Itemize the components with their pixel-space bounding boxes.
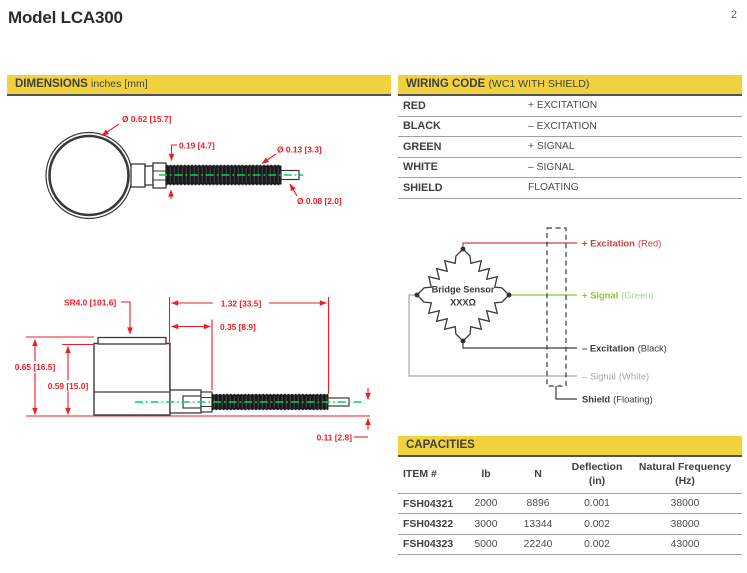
cell-deflection: 0.002 bbox=[584, 518, 610, 530]
dim-nut-size: 0.19 [4.7] bbox=[179, 140, 215, 151]
wire-color-label: GREEN bbox=[403, 140, 442, 153]
lead-label-excitation-neg: – Excitation (Black) bbox=[582, 342, 667, 354]
wire-color-label: BLACK bbox=[403, 120, 441, 133]
dim-cable-diameter: Ø 0.08 [2.0] bbox=[297, 196, 342, 206]
dim-thread-length: 1.32 [33.5] bbox=[220, 298, 262, 309]
dimension-drawings bbox=[0, 100, 400, 450]
cell-natural-frequency: 38000 bbox=[670, 518, 700, 530]
cell-lb: 5000 bbox=[474, 538, 498, 550]
shield-boundary bbox=[547, 228, 566, 386]
wire-function-label: FLOATING bbox=[528, 182, 579, 194]
column-header-lb: lb bbox=[481, 468, 491, 481]
page-title: Model LCA300 bbox=[8, 8, 123, 27]
load-button-cap bbox=[98, 338, 166, 345]
capacities-header-row bbox=[398, 457, 742, 494]
cell-n: 13344 bbox=[523, 518, 553, 530]
lead-label-signal-pos: + Signal (Green) bbox=[582, 289, 654, 301]
wiring-row bbox=[398, 96, 742, 117]
dim-outer-diameter: Ø 0.62 [15.7] bbox=[122, 114, 172, 124]
wiring-code-section-header bbox=[398, 75, 742, 96]
dimensions-heading: DIMENSIONS bbox=[15, 78, 88, 90]
wire-function-label: + SIGNAL bbox=[528, 141, 575, 153]
front-view-drawing bbox=[46, 114, 342, 219]
cell-deflection: 0.001 bbox=[584, 498, 610, 510]
dimensions-heading-note: inches [mm] bbox=[91, 78, 148, 90]
wire-color-label: WHITE bbox=[403, 161, 438, 174]
cell-item: FSH04321 bbox=[403, 497, 454, 510]
dim-cable-offset: 0.11 [2.8] bbox=[316, 432, 352, 443]
wire-function-label: – SIGNAL bbox=[528, 161, 575, 173]
lead-label-excitation-pos: + Excitation (Red) bbox=[582, 237, 662, 249]
boss bbox=[131, 164, 145, 187]
cell-n: 8896 bbox=[526, 498, 550, 510]
capacities-heading: CAPACITIES bbox=[406, 439, 475, 451]
wire-function-label: + EXCITATION bbox=[528, 100, 598, 111]
table-row bbox=[398, 494, 742, 514]
column-header-deflection: Deflection (in) bbox=[571, 461, 623, 487]
page-number: 2 bbox=[730, 9, 737, 21]
table-row bbox=[398, 514, 742, 534]
wiring-code-table bbox=[398, 96, 742, 199]
wire-color-label: RED bbox=[403, 99, 426, 112]
wiring-row bbox=[398, 178, 742, 199]
cell-item: FSH04323 bbox=[403, 538, 454, 551]
column-header-n: N bbox=[534, 468, 542, 481]
lead-label-shield: Shield (Floating) bbox=[582, 393, 653, 405]
wiring-row bbox=[398, 117, 742, 138]
cell-deflection: 0.002 bbox=[584, 538, 610, 550]
excitation-pos-wire bbox=[463, 243, 577, 249]
cell-lb: 3000 bbox=[474, 518, 498, 530]
shield-wire bbox=[556, 386, 577, 399]
wiring-heading: WIRING CODE bbox=[406, 78, 486, 90]
excitation-neg-wire bbox=[463, 341, 577, 348]
dim-spherical-radius: SR4.0 [101.6] bbox=[64, 297, 117, 308]
wire-function-label: – EXCITATION bbox=[528, 120, 597, 132]
wiring-heading-note: (WC1 WITH SHIELD) bbox=[488, 78, 590, 90]
wiring-row bbox=[398, 158, 742, 179]
wire-color-label: SHIELD bbox=[403, 181, 443, 194]
wiring-row bbox=[398, 137, 742, 158]
dim-thread-diameter: Ø 0.13 [3.3] bbox=[277, 144, 322, 155]
signal-neg-wire bbox=[409, 295, 577, 376]
lead-label-signal-neg: – Signal (White) bbox=[582, 370, 650, 382]
bridge-sensor-label: Bridge Sensor bbox=[431, 284, 495, 295]
table-row bbox=[398, 535, 742, 555]
cell-lb: 2000 bbox=[474, 498, 498, 510]
cell-natural-frequency: 43000 bbox=[670, 538, 700, 550]
dim-body-height: 0.59 [15.0] bbox=[47, 381, 89, 391]
cell-n: 22240 bbox=[523, 538, 553, 550]
cell-natural-frequency: 38000 bbox=[670, 498, 700, 510]
bridge-resistance-label: XXXΩ bbox=[450, 297, 476, 308]
column-header-natural-frequency: Natural Frequency (Hz) bbox=[638, 461, 732, 487]
body bbox=[94, 344, 170, 416]
side-view-drawing bbox=[12, 297, 370, 443]
dim-total-height: 0.65 [16.5] bbox=[14, 362, 56, 372]
dimensions-section-header bbox=[7, 75, 391, 96]
capacities-section-header bbox=[398, 436, 742, 457]
cell-item: FSH04322 bbox=[403, 518, 454, 531]
capacities-table bbox=[398, 457, 742, 555]
column-header-item: ITEM # bbox=[403, 468, 437, 481]
bridge-wiring-diagram bbox=[400, 215, 747, 415]
dim-hub-length: 0.35 [8.9] bbox=[220, 322, 256, 332]
